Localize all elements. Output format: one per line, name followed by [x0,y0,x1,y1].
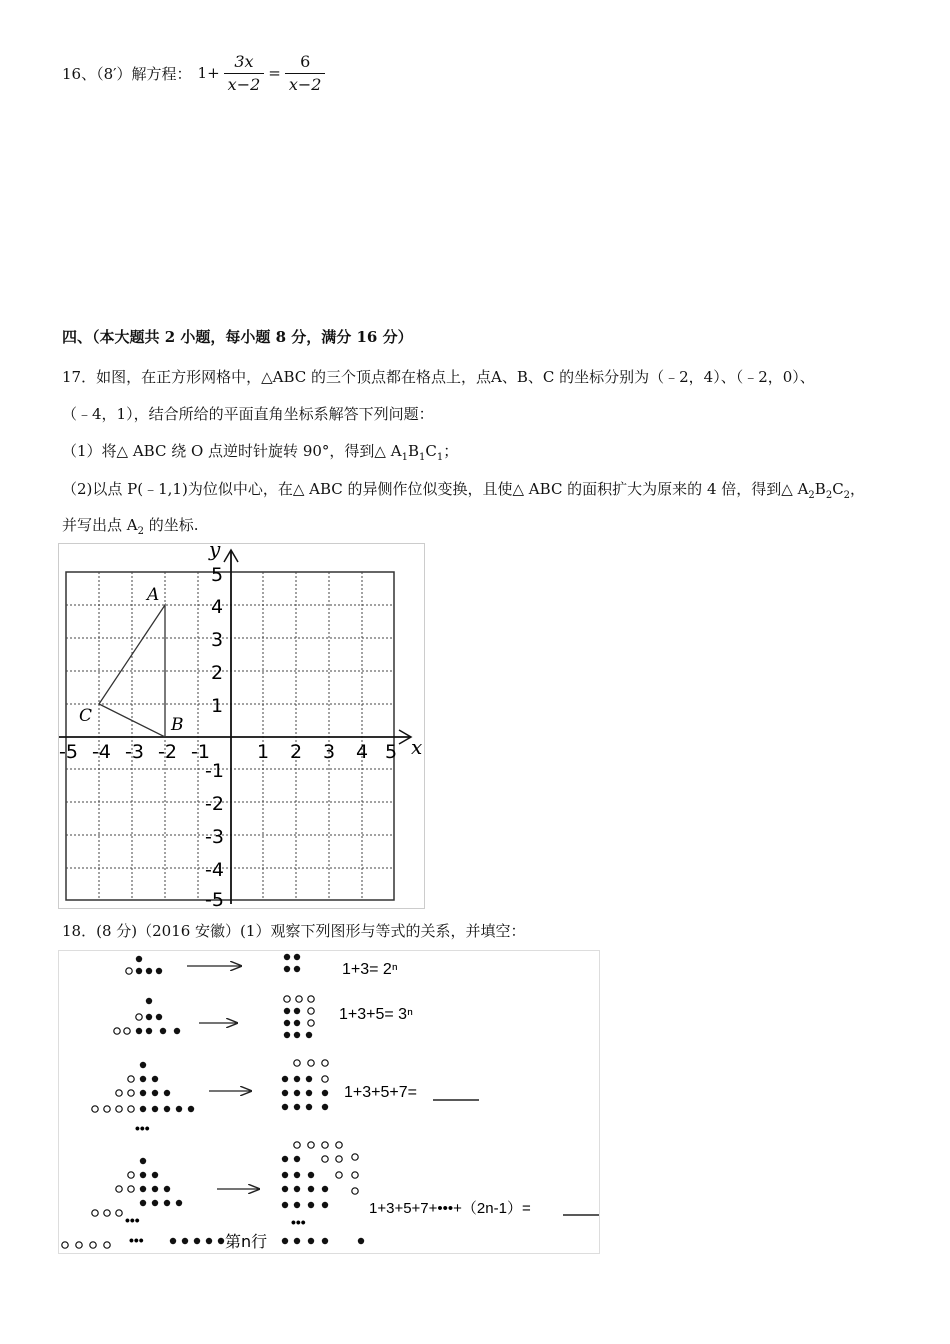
y-tick: 5 [211,564,224,586]
q17-line-1: 17．如图，在正方形网格中，△ABC 的三个顶点都在格点上，点A、B、C 的坐标分别为（﹣2，4）、（﹣2，0）、 [62,368,815,386]
equation-3: 1+3+5+7= [344,1084,417,1101]
q17-part2-c: C [832,480,844,498]
point-c-label: C [79,706,93,726]
y-tick: -3 [205,826,224,848]
q16-rhs-den: x−2 [288,74,322,94]
row-n-label: 第n行 [225,1232,268,1251]
q17-part2-end: ， [850,480,866,498]
q18-text: 18．(8 分)（2016 安徽）(1）观察下列图形与等式的关系，并填空： [62,922,526,940]
row-2-open-dots [114,996,314,1034]
point-b-label: B [171,715,184,735]
q16-rhs-fraction [285,51,326,96]
grid-lines [66,572,394,900]
q16-lhs-fraction [224,51,265,96]
row-4-dots [140,1156,364,1244]
q17-part-1 [62,440,458,463]
x-tick-labels [59,741,397,763]
q17-line-2: （﹣4，1），结合所给的平面直角坐标系解答下列问题： [62,405,434,423]
y-tick-labels [205,564,224,908]
subscript: 1 [436,452,444,463]
x-tick: -4 [92,741,111,763]
x-tick: 3 [323,741,336,763]
grid-frame [66,572,394,900]
q17-line-5 [62,514,199,537]
y-tick: 2 [211,662,224,684]
subscript: 2 [137,526,144,537]
x-tick: -5 [59,741,78,763]
subscript: 1 [401,452,408,463]
q17-part2-text: （2)以点 P(﹣1,1)为位似中心，在△ ABC 的异侧作位似变换，且使△ ABC 的面积扩大为原来的 4 倍，得到△ A [62,480,809,498]
coordinate-grid-figure [58,543,425,909]
q17-part1-end: ； [443,442,459,460]
q17-part1-b: B [407,442,419,460]
equation-4: 1+3+5+7+•••+（2n-1）= [369,1200,531,1217]
point-a-label: A [147,585,160,605]
subscript: 2 [843,490,851,501]
x-tick: 5 [385,741,398,763]
x-tick: -3 [125,741,144,763]
x-tick: 4 [356,741,369,763]
x-axis-label: x [411,735,423,759]
q16-one-plus: 1+ [197,64,220,82]
y-tick: 1 [211,695,224,717]
y-tick: 3 [211,629,224,651]
ellipsis: ••• [129,1232,144,1248]
q16-equals: = [268,64,281,82]
y-tick: 4 [211,596,224,618]
row-1-open-dot [126,968,132,974]
x-tick: -1 [191,741,210,763]
x-tick: 2 [290,741,303,763]
coordinate-grid-svg [59,544,424,908]
q16-lhs-den: x−2 [227,74,261,94]
ellipsis: ••• [125,1212,140,1228]
q17-line5-end: 的坐标. [143,516,199,534]
row-4-open-dots [62,1142,358,1248]
ellipsis: ••• [291,1214,306,1230]
row-2-dots [136,998,312,1038]
equation-1: 1+3= 2ⁿ [342,961,398,978]
ellipsis: ••• [135,1120,150,1136]
q16-lhs-num: 3x [234,51,254,71]
row-1-dots [136,954,300,974]
y-tick: -5 [205,889,224,908]
subscript: 2 [808,490,815,501]
q17-part1-text: （1）将△ ABC 绕 O 点逆时针旋转 90°，得到△ A [62,442,402,460]
q16-rhs-num: 6 [300,51,311,71]
dot-pattern-figure [58,950,600,1254]
q17-part1-c: C [425,442,437,460]
x-tick: -2 [158,741,177,763]
q17-part-2 [62,478,865,501]
row-3-open-dots [92,1060,328,1112]
q17-line5-text: 并写出点 A [62,516,138,534]
y-tick: -1 [205,760,224,782]
equation-2: 1+3+5= 3ⁿ [339,1006,413,1023]
q16-prefix: 16、（8′）解方程： [62,64,192,83]
y-axis-label: y [209,544,221,561]
subscript: 1 [418,452,426,463]
x-tick: 1 [257,741,270,763]
q17-part2-b: B [814,480,826,498]
question-16 [62,53,329,93]
subscript: 2 [825,490,833,501]
dot-pattern-svg [59,951,599,1253]
y-tick: -2 [205,793,224,815]
section-4-header: 四、（本大题共 2 小题，每小题 8 分，满分 16 分） [62,328,413,346]
row-3-dots [140,1062,328,1112]
y-tick: -4 [205,859,224,881]
